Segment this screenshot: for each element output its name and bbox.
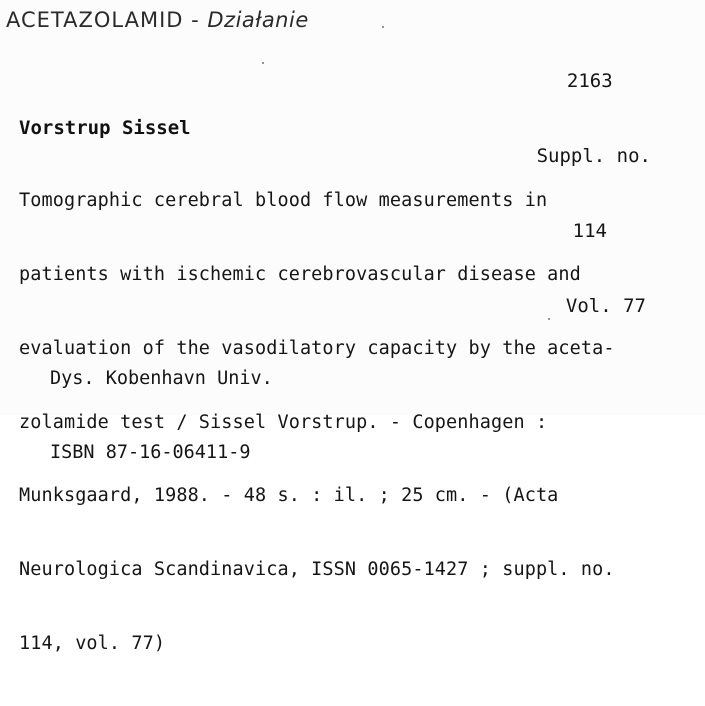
description-line: patients with ischemic cerebrovascular disease and <box>19 263 581 285</box>
subject-term: ACETAZOLAMID <box>6 8 184 32</box>
supplement-label: Suppl. no. <box>536 145 651 167</box>
isbn-note: ISBN 87-16-06411-9 <box>50 441 251 463</box>
author-heading: Vorstrup Sissel <box>19 117 191 139</box>
description-line: zolamide test / Sissel Vorstrup. - Copenhagen : <box>19 411 548 433</box>
description-line: Tomographic cerebral blood flow measurements in <box>19 190 548 212</box>
handwritten-subject-heading <box>6 8 309 32</box>
description-line: Munksgaard, 1988. - 48 s. : il. ; 25 cm. - (Acta <box>19 485 559 507</box>
paper-speck <box>382 26 384 28</box>
volume-label: Vol. 77 <box>565 295 646 317</box>
supplement-number: 114 <box>572 220 607 242</box>
description-line: evaluation of the vasodilatory capacity by the aceta- <box>19 337 615 359</box>
notes-block <box>50 318 273 515</box>
description-line: 114, vol. 77) <box>19 632 166 654</box>
description-line: Neurologica Scandinavica, ISSN 0065-1427 ; suppl. no. <box>19 559 615 581</box>
subject-subdivision: Działanie <box>207 8 309 32</box>
dissertation-note: Dys. Kobenhavn Univ. <box>50 368 273 390</box>
paper-speck <box>548 318 550 320</box>
paper-speck <box>262 62 264 64</box>
subject-separator: - <box>191 8 200 32</box>
call-number: 2163 <box>566 70 613 92</box>
